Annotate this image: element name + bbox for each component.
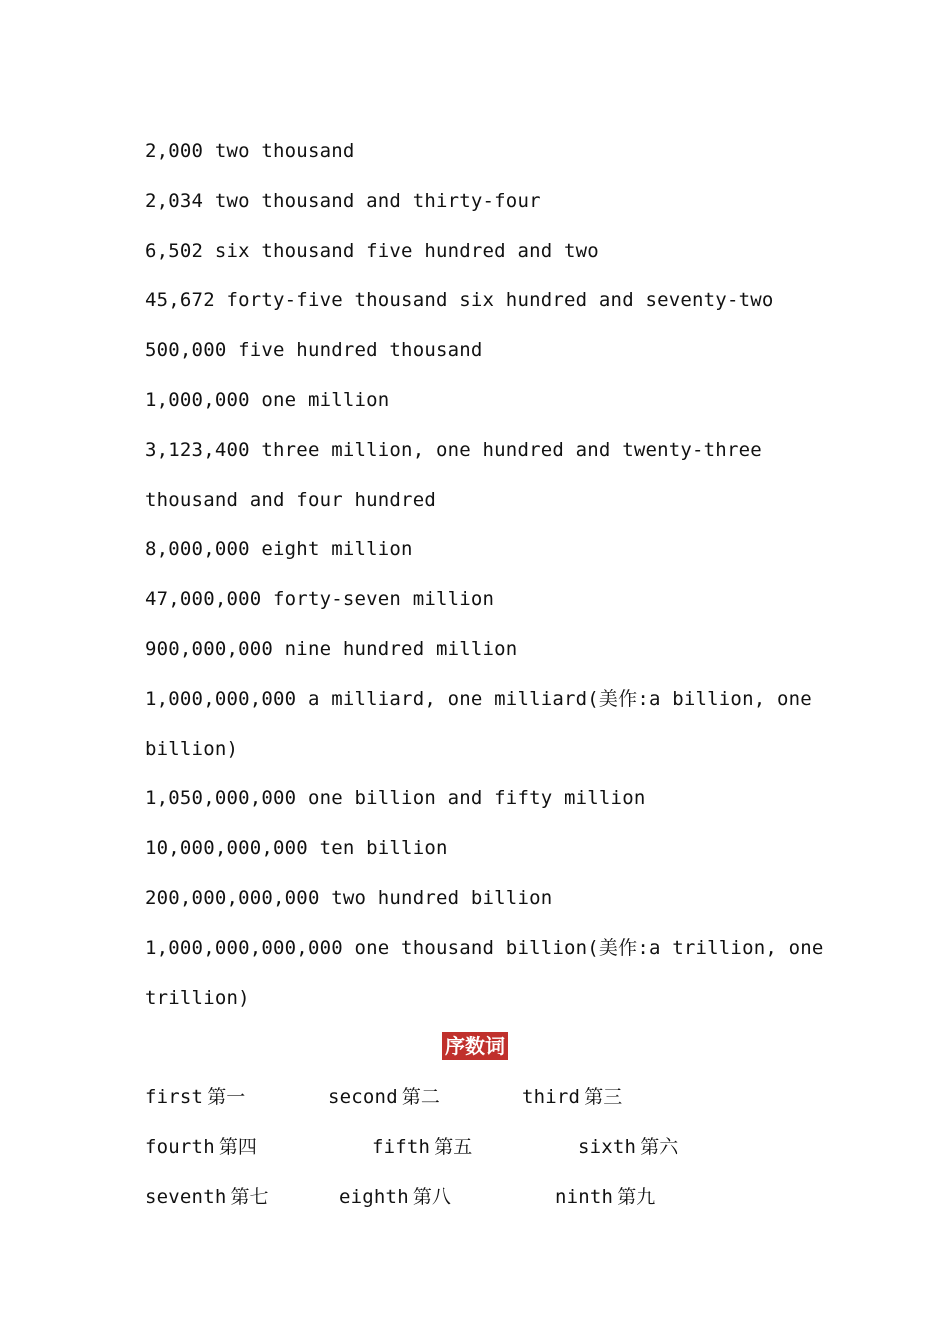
ordinal-zh: 第九 <box>617 1185 656 1208</box>
ordinal-zh: 第三 <box>584 1086 623 1108</box>
ordinal-en: first <box>145 1086 204 1108</box>
number-line: 10,000,000,000 ten billion <box>145 837 448 860</box>
cardinal-number-list <box>145 136 825 1032</box>
ordinal-zh: 第六 <box>640 1135 679 1158</box>
number-line: 8,000,000 eight million <box>145 538 413 561</box>
ordinal-zh: 第二 <box>401 1086 440 1108</box>
ordinal-item <box>522 1082 622 1112</box>
ordinal-item <box>145 1082 245 1112</box>
ordinal-en: second <box>328 1086 398 1108</box>
ordinal-en: eighth <box>339 1185 409 1208</box>
number-line: 6,502 six thousand five hundred and two <box>145 239 599 262</box>
number-line: 47,000,000 forty-seven million <box>145 588 495 611</box>
number-line: 1,000,000,000,000 one thousand billion(美作:a trillion, one <box>145 936 824 959</box>
number-line: thousand and four hundred <box>145 488 436 511</box>
number-line: 2,034 two thousand and thirty-four <box>145 189 541 212</box>
ordinal-en: ninth <box>555 1185 614 1208</box>
ordinal-zh: 第五 <box>434 1135 473 1158</box>
ordinal-item <box>578 1132 678 1162</box>
ordinal-en: fifth <box>372 1135 431 1158</box>
ordinal-item <box>339 1182 451 1212</box>
number-line: 45,672 forty-five thousand six hundred and seventy-two <box>145 289 774 312</box>
number-line: 1,050,000,000 one billion and fifty million <box>145 787 646 810</box>
ordinal-zh: 第八 <box>412 1185 451 1208</box>
ordinal-en: fourth <box>145 1135 215 1158</box>
ordinal-en: sixth <box>578 1135 637 1158</box>
number-line: 1,000,000 one million <box>145 388 390 411</box>
ordinal-item <box>372 1132 472 1162</box>
ordinal-row <box>145 1132 825 1182</box>
section-heading-ordinals: 序数词 <box>442 1032 508 1060</box>
number-line: trillion) <box>145 986 250 1009</box>
number-line: 2,000 two thousand <box>145 140 355 162</box>
ordinal-item <box>555 1182 655 1212</box>
number-line: 200,000,000,000 two hundred billion <box>145 886 553 909</box>
number-line: 1,000,000,000 a milliard, one milliard(美作:a billion, one <box>145 687 812 710</box>
ordinal-row <box>145 1082 825 1132</box>
ordinal-en: third <box>522 1086 581 1108</box>
number-line: 3,123,400 three million, one hundred and twenty-three <box>145 438 762 461</box>
ordinal-item <box>145 1182 269 1212</box>
ordinal-item <box>145 1132 257 1162</box>
ordinal-zh: 第一 <box>207 1086 246 1108</box>
section-heading-wrap <box>0 1032 950 1060</box>
ordinal-zh: 第四 <box>218 1135 257 1158</box>
ordinal-en: seventh <box>145 1185 227 1208</box>
number-line: 500,000 five hundred thousand <box>145 339 483 362</box>
number-line: billion) <box>145 737 239 760</box>
ordinal-item <box>328 1082 440 1112</box>
ordinal-zh: 第七 <box>230 1185 269 1208</box>
ordinal-row <box>145 1182 825 1232</box>
ordinal-list <box>145 1082 825 1231</box>
number-line: 900,000,000 nine hundred million <box>145 637 518 660</box>
